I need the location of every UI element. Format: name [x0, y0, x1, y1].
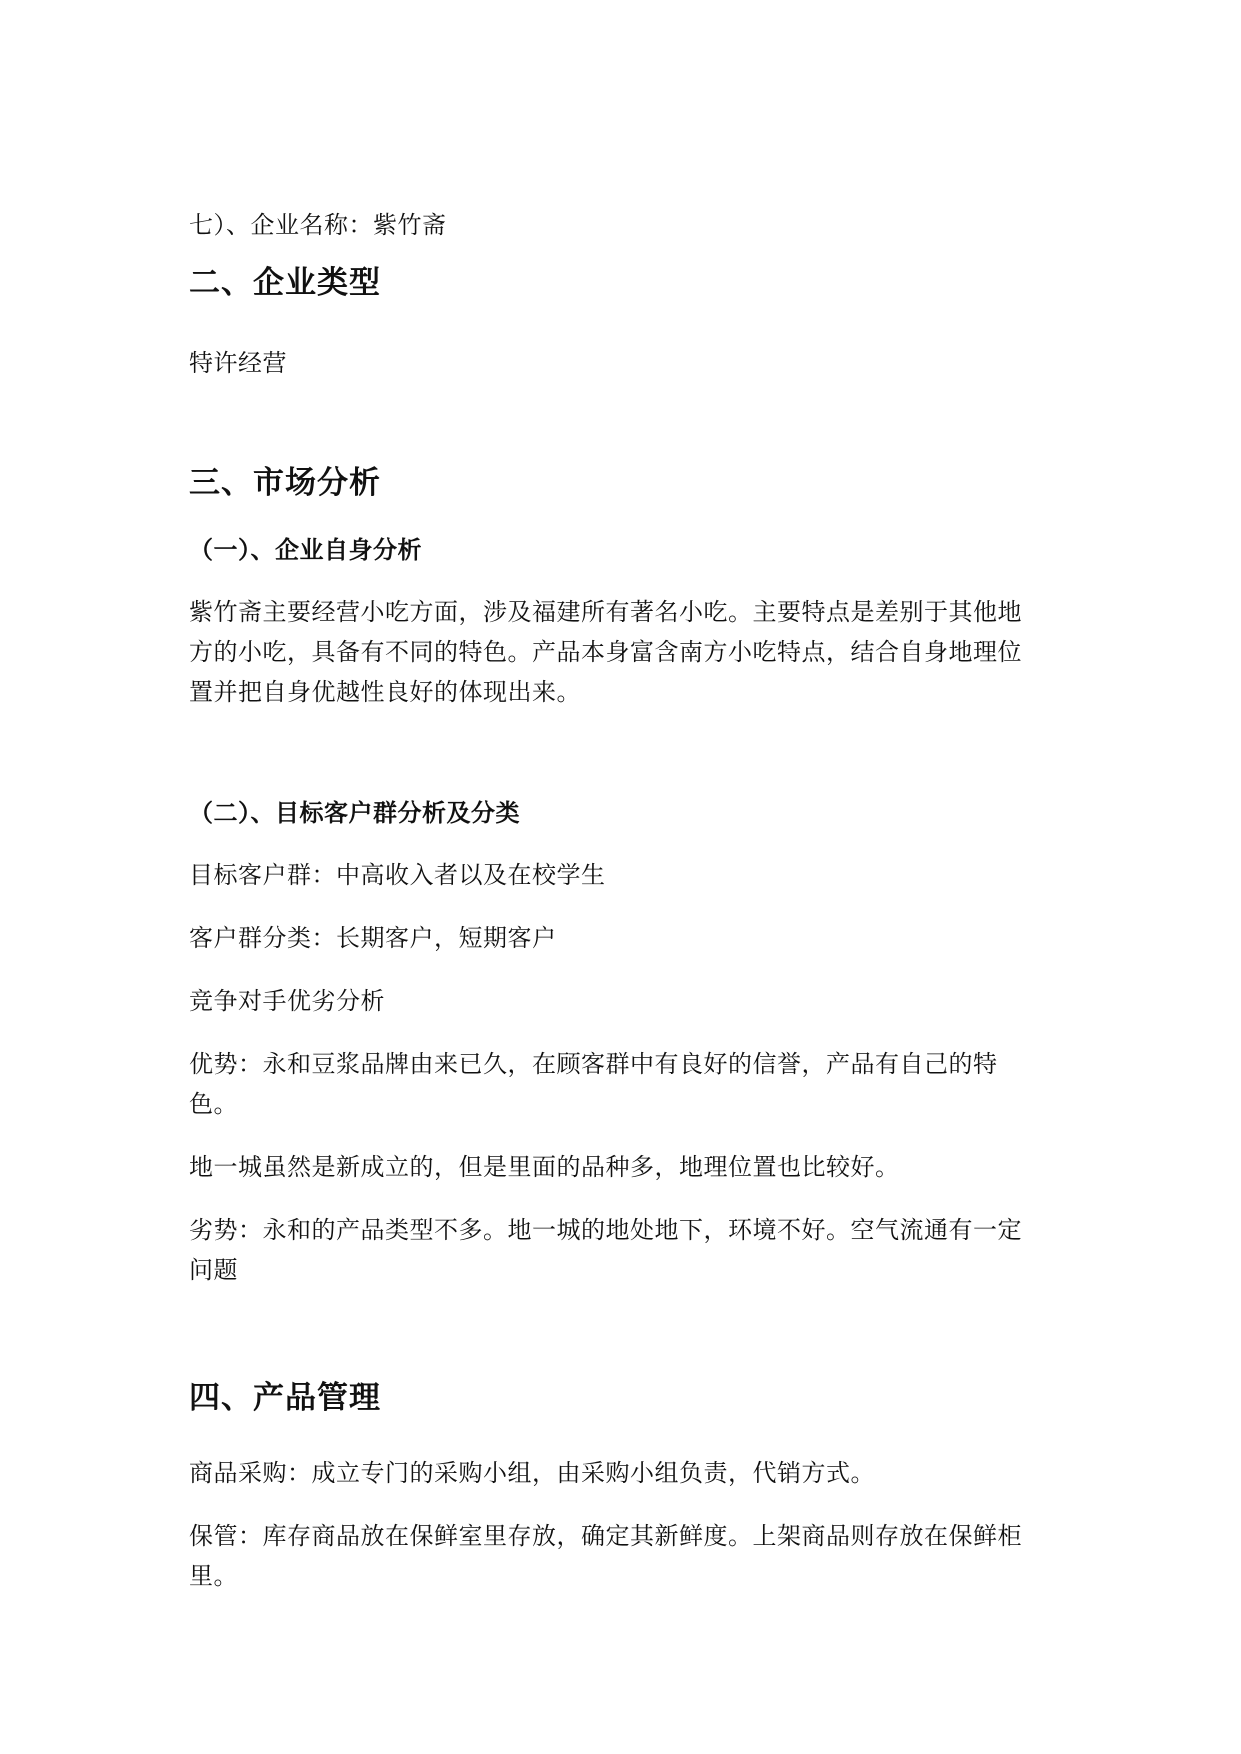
paragraph-line: 问题 [189, 1256, 238, 1284]
paragraph-line: 优势：永和豆浆品牌由来已久，在顾客群中有良好的信誉，产品有自己的特 [189, 1050, 998, 1078]
paragraph-line: 方的小吃，具备有不同的特色。产品本身富含南方小吃特点，结合自身地理位 [189, 638, 1022, 666]
subsection-heading-target-customers: （二）、目标客户群分析及分类 [189, 799, 520, 827]
paragraph-line: 保管：库存商品放在保鲜室里存放，确定其新鲜度。上架商品则存放在保鲜柜 [189, 1522, 1022, 1550]
disadvantage-paragraph [189, 1210, 1059, 1290]
self-analysis-paragraph [189, 592, 1059, 712]
section-heading-market-analysis: 三、市场分析 [189, 465, 381, 501]
enterprise-type-content: 特许经营 [189, 349, 287, 377]
paragraph-line: 劣势：永和的产品类型不多。地一城的地处地下，环境不好。空气流通有一定 [189, 1216, 1022, 1244]
customer-classification-line: 客户群分类：长期客户，短期客户 [189, 924, 557, 952]
enterprise-name-line: 七）、企业名称：紫竹斋 [189, 211, 447, 239]
target-customers-line: 目标客户群：中高收入者以及在校学生 [189, 861, 606, 889]
paragraph-line: 紫竹斋主要经营小吃方面，涉及福建所有著名小吃。主要特点是差别于其他地 [189, 598, 1022, 626]
section-heading-product-management: 四、产品管理 [189, 1380, 381, 1416]
competitor-analysis-title: 竞争对手优劣分析 [189, 987, 385, 1015]
subsection-heading-self-analysis: （一）、企业自身分析 [189, 536, 422, 564]
paragraph-line: 色。 [189, 1090, 238, 1118]
advantage-paragraph-2: 地一城虽然是新成立的，但是里面的品种多，地理位置也比较好。 [189, 1153, 900, 1181]
storage-paragraph [189, 1516, 1059, 1596]
advantage-paragraph [189, 1044, 1059, 1124]
paragraph-line: 置并把自身优越性良好的体现出来。 [189, 678, 581, 706]
procurement-line: 商品采购：成立专门的采购小组，由采购小组负责，代销方式。 [189, 1459, 875, 1487]
section-heading-enterprise-type: 二、企业类型 [189, 265, 381, 301]
paragraph-line: 里。 [189, 1562, 238, 1590]
